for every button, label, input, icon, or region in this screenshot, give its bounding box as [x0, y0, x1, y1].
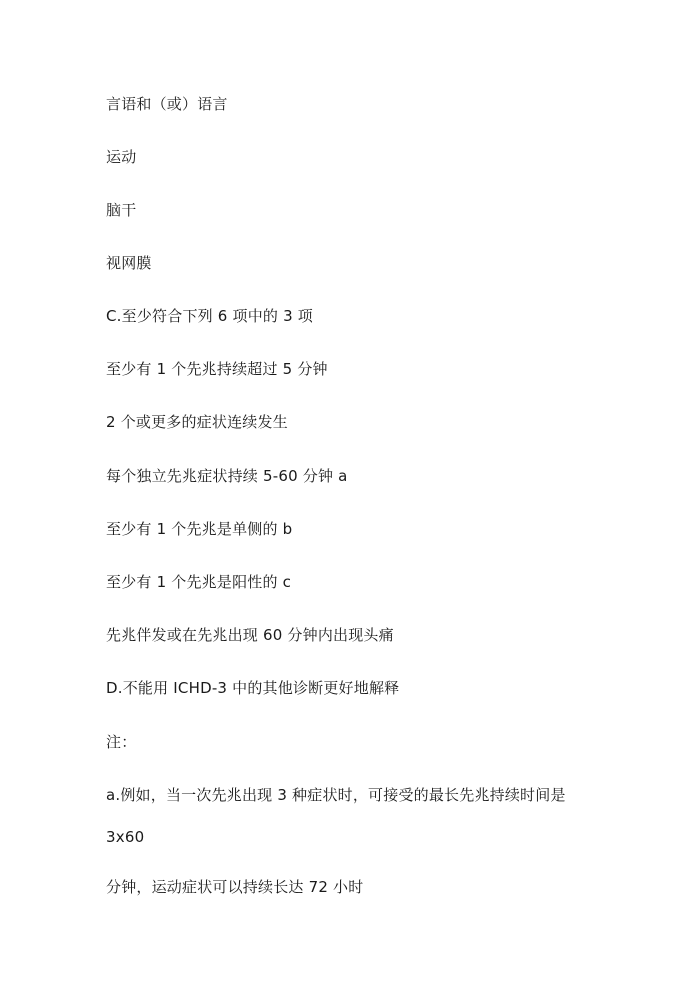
text-line-notes-heading: 注： — [106, 733, 137, 751]
text-line-brainstem: 脑干 — [106, 201, 137, 219]
text-line-symptom-duration: 每个独立先兆症状持续 5-60 分钟 a — [106, 467, 348, 485]
text-line-note-a-continued: 3x60 — [106, 828, 145, 846]
text-line-criterion-d: D.不能用 ICHD-3 中的其他诊断更好地解释 — [106, 679, 400, 697]
text-line-positive: 至少有 1 个先兆是阳性的 c — [106, 573, 292, 591]
text-line-note-a-end: 分钟，运动症状可以持续长达 72 小时 — [106, 878, 364, 896]
text-line-succession: 2 个或更多的症状连续发生 — [106, 413, 288, 431]
text-line-motor: 运动 — [106, 148, 137, 166]
text-line-retinal: 视网膜 — [106, 254, 152, 272]
text-line-unilateral: 至少有 1 个先兆是单侧的 b — [106, 520, 293, 538]
text-line-note-a: a.例如，当一次先兆出现 3 种症状时，可接受的最长先兆持续时间是 — [106, 786, 566, 804]
text-line-headache: 先兆伴发或在先兆出现 60 分钟内出现头痛 — [106, 626, 394, 644]
text-line-aura-duration: 至少有 1 个先兆持续超过 5 分钟 — [106, 360, 328, 378]
text-line-criterion-c: C.至少符合下列 6 项中的 3 项 — [106, 307, 314, 325]
text-line-speech-language: 言语和（或）语言 — [106, 95, 228, 113]
